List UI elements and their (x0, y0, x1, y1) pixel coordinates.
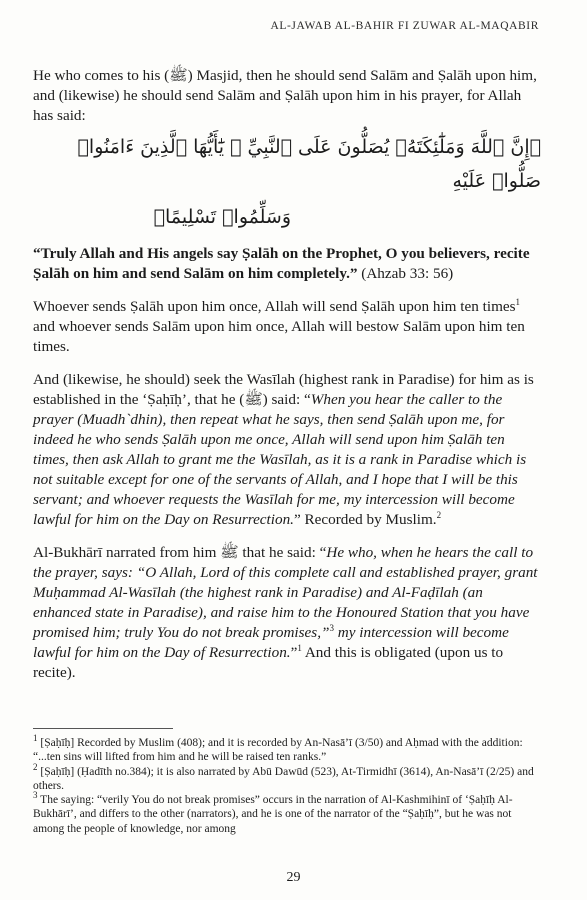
footnote-ref-1b[interactable]: 1 (297, 642, 302, 653)
bukhari-tail: And this is obligated (upon us to recite). (33, 644, 504, 681)
footnote-2 (33, 761, 541, 794)
footnote-1 (33, 733, 541, 765)
footnote-3 (33, 790, 541, 836)
footnote-text: [Ṣaḥīḥ] Recorded by Muslim (408); and it is recorded by An-Nasā’ī (3/50) and Aḥmad with the addition: “...ten sins will lifted from him and he will be raised ten ranks.” (33, 737, 523, 764)
intro-paragraph: He who comes to his (ﷺ) Masjid, then he should send Salām and Ṣalāh upon him, and (likewise) he should send Salām and Ṣalāh upon him in his prayer, for Allah has said: (33, 67, 537, 124)
footnote-number: 3 (33, 790, 38, 801)
footnote-text: [Ṣaḥīḥ] (Ḥadīth no.384); it is also narrated by Abū Dawūd (523), At-Tirmidhī (3614), An-Nasā’ī (2/25) and others. (33, 765, 534, 792)
bukhari-quote-close: ” (290, 644, 298, 661)
footnote-divider (33, 728, 173, 729)
footnote-number: 2 (33, 761, 38, 772)
bukhari-lead: Al-Bukhārī narrated from him ﷺ that he said: “ (33, 544, 327, 561)
footnote-ref-2[interactable]: 2 (436, 509, 442, 520)
footnote-text: The saying: “verily You do not break promises” occurs in the narration of Al-Kashmihinī of ‘Ṣaḥīḥ Al-Bukhārī’, and differs to the other (narrators), and he is one of the narrator of the “Ṣaḥīḥ”, but he was not among the people of knowledge, nor among (33, 794, 513, 835)
footnote-number: 1 (33, 733, 38, 744)
wasilah-paragraph (33, 370, 541, 530)
page-number: 29 (286, 870, 301, 885)
footnotes (33, 733, 541, 836)
salah-paragraph (33, 297, 541, 357)
verse-translation: “Truly Allah and His angels say Ṣalāh on the Prophet, O you believers, recite Ṣalāh on him and send Salām on him completely.” (33, 245, 530, 282)
running-head: AL-JAWAB AL-BAHIR FI ZUWAR AL-MAQABIR (270, 20, 539, 32)
salah-text-rest: and whoever sends Salām upon him once, Allah will bestow Salām upon him ten times. (33, 318, 525, 355)
wasilah-hadith-quote: When you hear the caller to the prayer (Muadh`dhin), then repeat what he says, then send Ṣalāh upon me, for indeed he who sends Ṣalāh upon me once, Allah will send upon him Ṣalāh ten times, then ask Allah to grant me the Wasīlah, as it is a rank in Paradise which is not suitable except for one of the servants of Allah, and I hope that I will be this servant; and whoever requests the Wasīlah for me, my intercession will become lawful for him on the Day on Resurrection. (33, 391, 527, 528)
salah-text: Whoever sends Ṣalāh upon him once, Allah will send Ṣalāh upon him ten times (33, 298, 516, 315)
translation-paragraph (33, 244, 541, 284)
wasilah-lead: And (likewise, he should) seek the Wasīlah (highest rank in Paradise) for him as is established in the ‘Ṣaḥīḥ’, that he (ﷺ) said: “ (33, 371, 534, 408)
page-body (33, 66, 541, 696)
bukhari-paragraph (33, 543, 541, 683)
wasilah-tail: ” Recorded by Muslim. (293, 511, 437, 528)
bukhari-quote-part-1: He who, when he hears the call to the prayer, says: “O Allah, Lord of this complete call and established prayer, grant Muḥammad Al-Wasīlah (the highest rank in Paradise) and Al-Faḍīlah (an enhanced state in Paradise), and raise him to the Honoured Station that you have promised him; truly You do not break promises,” (33, 544, 538, 641)
bukhari-quote-part-2: my intercession will become lawful for him on the Day of Resurrection. (33, 624, 509, 661)
arabic-verse-line-2: وَسَلِّمُوا۟ تَسْلِيمًا﴾ (153, 206, 291, 228)
footnote-ref-1[interactable]: 1 (515, 296, 521, 307)
arabic-verse-line-1: ﴿إِنَّ ٱللَّهَ وَمَلَٰٓئِكَتَهُۥ يُصَلُّونَ عَلَى ٱلنَّبِيِّ ۚ يَٰٓأَيُّهَا ٱلَّذِينَ ءَامَنُوا۟ صَلُّوا۟ عَلَيْهِ (77, 136, 541, 192)
verse-citation: (Ahzab 33: 56) (361, 265, 454, 282)
footnote-ref-3[interactable]: 3 (329, 622, 334, 633)
